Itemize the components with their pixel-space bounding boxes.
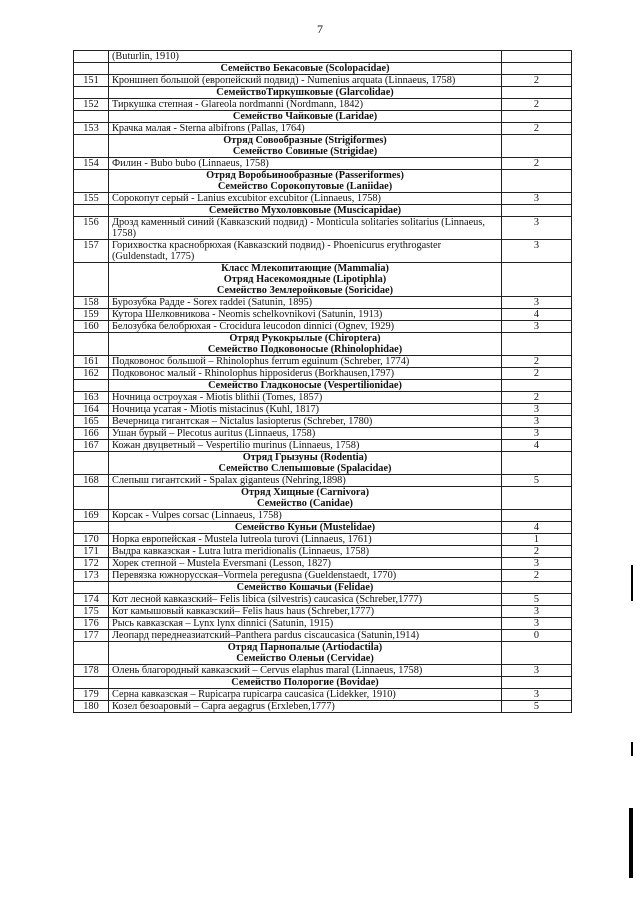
section-header-row [74,642,572,665]
row-number: 175 [74,606,109,618]
row-number: 177 [74,630,109,642]
table-row [74,510,572,522]
section-title-line: Семейство Гладконосые (Vespertilionidae) [208,380,402,391]
table-row [74,689,572,701]
table-row [74,321,572,333]
section-title [109,452,502,475]
category-value: 5 [502,701,572,713]
section-title-line: Семейство Сорокопутовые (Laniidae) [217,181,393,192]
table-row [74,534,572,546]
table-row [74,404,572,416]
species-name: Выдра кавказская - Lutra lutra meridionalis (Linnaeus, 1758) [109,546,502,558]
section-title-line: Семейство Кошачьи (Felidae) [236,582,374,593]
category-value [502,170,572,193]
section-title-line: Отряд Рукокрылые (Chiroptera) [229,333,381,344]
section-title-line: Семейство Мухоловковые (Muscicapidae) [208,205,402,216]
section-title-line: Отряд Хищные (Carnivora) [240,487,370,498]
section-title-line: Отряд Насекомоядные (Lipotiphla) [223,274,387,285]
row-number [74,487,109,510]
category-value: 3 [502,297,572,309]
category-value: 3 [502,689,572,701]
species-name: (Buturlin, 1910) [109,51,502,63]
species-name: Леопард переднеазиатский–Panthera pardus ciscaucasica (Satunin,1914) [109,630,502,642]
category-value [502,487,572,510]
category-value [502,677,572,689]
row-number [74,87,109,99]
species-name: Козел безоаровый – Capra aegagrus (Erxleben,1777) [109,701,502,713]
category-value: 2 [502,546,572,558]
row-number: 165 [74,416,109,428]
species-name: Кот камышовый кавказский– Felis haus haus (Schreber,1777) [109,606,502,618]
row-number [74,263,109,297]
row-number [74,170,109,193]
section-title [109,642,502,665]
row-number [74,452,109,475]
category-value: 2 [502,392,572,404]
section-title [109,487,502,510]
section-title [109,135,502,158]
table-row [74,428,572,440]
row-number [74,642,109,665]
category-value: 3 [502,193,572,205]
section-title-line: Семейство Совиные (Strigidae) [232,146,378,157]
row-number: 159 [74,309,109,321]
section-title [109,263,502,297]
table-row [74,570,572,582]
row-number: 151 [74,75,109,87]
section-title-line: Отряд Грызуны (Rodentia) [242,452,368,463]
species-name: Подковонос малый - Rhinolophus hipposiderus (Borkhausen,1797) [109,368,502,380]
species-name: Корсак - Vulpes corsac (Linnaeus, 1758) [109,510,502,522]
section-title [109,87,502,99]
category-value [502,510,572,522]
species-name: Слепыш гигантский - Spalax giganteus (Nehring,1898) [109,475,502,487]
section-title-line: Отряд Воробьинообразные (Passeriformes) [206,170,404,181]
section-title-line: Класс Млекопитающие (Mammalia) [221,263,389,274]
row-number: 164 [74,404,109,416]
category-value: 3 [502,606,572,618]
table-row [74,618,572,630]
row-number: 174 [74,594,109,606]
row-number [74,333,109,356]
section-header-row [74,380,572,392]
section-title [109,522,502,534]
category-value: 5 [502,475,572,487]
section-header-row [74,582,572,594]
row-number: 155 [74,193,109,205]
scan-mark [631,565,633,601]
row-number [74,380,109,392]
row-number: 152 [74,99,109,111]
row-number: 172 [74,558,109,570]
table-row [74,392,572,404]
category-value [502,333,572,356]
section-title-line: Семейство Полорогие (Bovidae) [231,677,379,688]
species-name: Вечерница гигантская – Nictalus lasiopterus (Schreber, 1780) [109,416,502,428]
section-title [109,333,502,356]
page-number: 7 [317,22,323,36]
table-row [74,606,572,618]
species-name: Серна кавказская – Rupicarpa rupicarpa caucasica (Lidekker, 1910) [109,689,502,701]
category-value: 2 [502,99,572,111]
category-value: 3 [502,416,572,428]
species-table-body [74,51,572,713]
category-value [502,135,572,158]
species-name: Кот лесной кавказский– Felis libica (silvestris) caucasica (Schreber,1777) [109,594,502,606]
species-name: Филин - Bubo bubo (Linnaeus, 1758) [109,158,502,170]
section-title-line: Семейство Подковоносые (Rhinolophidae) [207,344,403,355]
table-row [74,309,572,321]
category-value: 4 [502,440,572,452]
section-header-row [74,263,572,297]
category-value: 2 [502,75,572,87]
section-header-row [74,452,572,475]
category-value: 2 [502,123,572,135]
table-row [74,158,572,170]
row-number: 178 [74,665,109,677]
row-number: 162 [74,368,109,380]
category-value [502,582,572,594]
section-header-row [74,135,572,158]
table-row [74,368,572,380]
category-value: 3 [502,321,572,333]
species-name: Бурозубка Радде - Sorex raddei (Satunin, 1895) [109,297,502,309]
species-name: Горихвостка краснобрюхая (Кавказский подвид) - Phoenicurus erythrogaster (Guldenstadt, 1775) [109,240,502,263]
category-value: 3 [502,217,572,240]
scan-mark [629,808,633,878]
section-header-row [74,487,572,510]
table-row [74,51,572,63]
section-header-row [74,111,572,123]
section-title [109,170,502,193]
section-header-row [74,522,572,534]
row-number: 180 [74,701,109,713]
section-title-line: Отряд Совообразные (Strigiformes) [223,135,387,146]
table-row [74,440,572,452]
species-name: Белозубка белобрюхая - Crocidura leucodon dinnici (Ognev, 1929) [109,321,502,333]
row-number: 161 [74,356,109,368]
category-value: 5 [502,594,572,606]
category-value [502,51,572,63]
category-value [502,63,572,75]
row-number [74,205,109,217]
section-header-row [74,63,572,75]
section-title-line: Семейство Бекасовые (Scolopacidae) [220,63,390,74]
category-value: 4 [502,522,572,534]
table-row [74,217,572,240]
species-name: Ночница усатая - Miotis mistacinus (Kuhl, 1817) [109,404,502,416]
category-value [502,452,572,475]
section-title [109,677,502,689]
section-title [109,63,502,75]
species-name: Хорек степной – Mustela Eversmani (Lesson, 1827) [109,558,502,570]
species-name: Перевязка южнорусская–Vormela peregusna (Gueldenstaedt, 1770) [109,570,502,582]
species-name: Рысь кавказская – Lynx lynx dinnici (Satunin, 1915) [109,618,502,630]
section-header-row [74,333,572,356]
section-title-line: Семейство Куньи (Mustelidae) [234,522,376,533]
table-row [74,123,572,135]
species-name: Сорокопут серый - Lanius excubitor excubitor (Linnaeus, 1758) [109,193,502,205]
section-title [109,380,502,392]
category-value: 3 [502,404,572,416]
species-name: Кутора Шелковникова - Neomis schelkovnikovi (Satunin, 1913) [109,309,502,321]
section-header-row [74,170,572,193]
table-row [74,99,572,111]
table-row [74,475,572,487]
section-title-line: Семейство Землеройковые (Soricidae) [216,285,394,296]
row-number: 154 [74,158,109,170]
row-number: 163 [74,392,109,404]
row-number [74,582,109,594]
section-title-line: Семейство (Canidae) [257,498,353,509]
category-value [502,205,572,217]
species-name: Ночница остроухая - Miotis blithii (Tomes, 1857) [109,392,502,404]
species-name: Кроншнеп большой (европейский подвид) - Numenius arquata (Linnaeus, 1758) [109,75,502,87]
table-row [74,630,572,642]
row-number [74,522,109,534]
species-name: Тиркушка степная - Glareola nordmanni (Nordmann, 1842) [109,99,502,111]
category-value: 1 [502,534,572,546]
row-number: 169 [74,510,109,522]
table-row [74,297,572,309]
section-header-row [74,87,572,99]
species-name: Кожан двуцветный – Vespertilio murinus (Linnaeus, 1758) [109,440,502,452]
row-number: 153 [74,123,109,135]
table-row [74,240,572,263]
table-row [74,75,572,87]
section-header-row [74,205,572,217]
row-number: 157 [74,240,109,263]
table-row [74,546,572,558]
scan-mark [631,742,633,756]
section-title-line: Семейство Оленьи (Cervidae) [236,653,374,664]
row-number: 179 [74,689,109,701]
section-title [109,111,502,123]
section-title-line: Отряд Парнопалые (Artiodactila) [227,642,383,653]
row-number [74,111,109,123]
species-name: Ушан бурый – Plecotus auritus (Linnaeus, 1758) [109,428,502,440]
category-value: 3 [502,558,572,570]
table-row [74,594,572,606]
section-header-row [74,677,572,689]
category-value: 2 [502,356,572,368]
table-row [74,356,572,368]
species-name: Норка европейская - Mustela lutreola turovi (Linnaeus, 1761) [109,534,502,546]
section-title-line: Семейство Чайковые (Laridae) [232,111,378,122]
species-name: Дрозд каменный синий (Кавказский подвид) - Monticula solitaries solitarius (Linnaeus, 1758) [109,217,502,240]
row-number [74,135,109,158]
species-name: Крачка малая - Sterna albifrons (Pallas, 1764) [109,123,502,135]
category-value: 0 [502,630,572,642]
section-title-line: Семейство Слепышовые (Spalacidae) [218,463,392,474]
table-row [74,416,572,428]
section-title [109,205,502,217]
row-number: 171 [74,546,109,558]
category-value: 3 [502,618,572,630]
section-title-line: СемействоТиркушковые (Glarcolidae) [216,87,394,98]
table-row [74,665,572,677]
row-number: 160 [74,321,109,333]
category-value [502,87,572,99]
category-value [502,111,572,123]
row-number: 166 [74,428,109,440]
row-number: 168 [74,475,109,487]
category-value [502,380,572,392]
species-table [73,50,572,713]
category-value: 2 [502,158,572,170]
table-row [74,558,572,570]
species-name: Олень благородный кавказский – Cervus elaphus maral (Linnaeus, 1758) [109,665,502,677]
category-value: 3 [502,240,572,263]
row-number: 158 [74,297,109,309]
category-value [502,642,572,665]
table-row [74,193,572,205]
row-number: 173 [74,570,109,582]
row-number [74,63,109,75]
category-value [502,263,572,297]
table-row [74,701,572,713]
section-title [109,582,502,594]
row-number [74,677,109,689]
row-number [74,51,109,63]
category-value: 2 [502,368,572,380]
row-number: 156 [74,217,109,240]
row-number: 167 [74,440,109,452]
category-value: 4 [502,309,572,321]
row-number: 176 [74,618,109,630]
species-name: Подковонос большой – Rhinolophus ferrum eguinum (Schreber, 1774) [109,356,502,368]
category-value: 3 [502,428,572,440]
category-value: 3 [502,665,572,677]
category-value: 2 [502,570,572,582]
row-number: 170 [74,534,109,546]
